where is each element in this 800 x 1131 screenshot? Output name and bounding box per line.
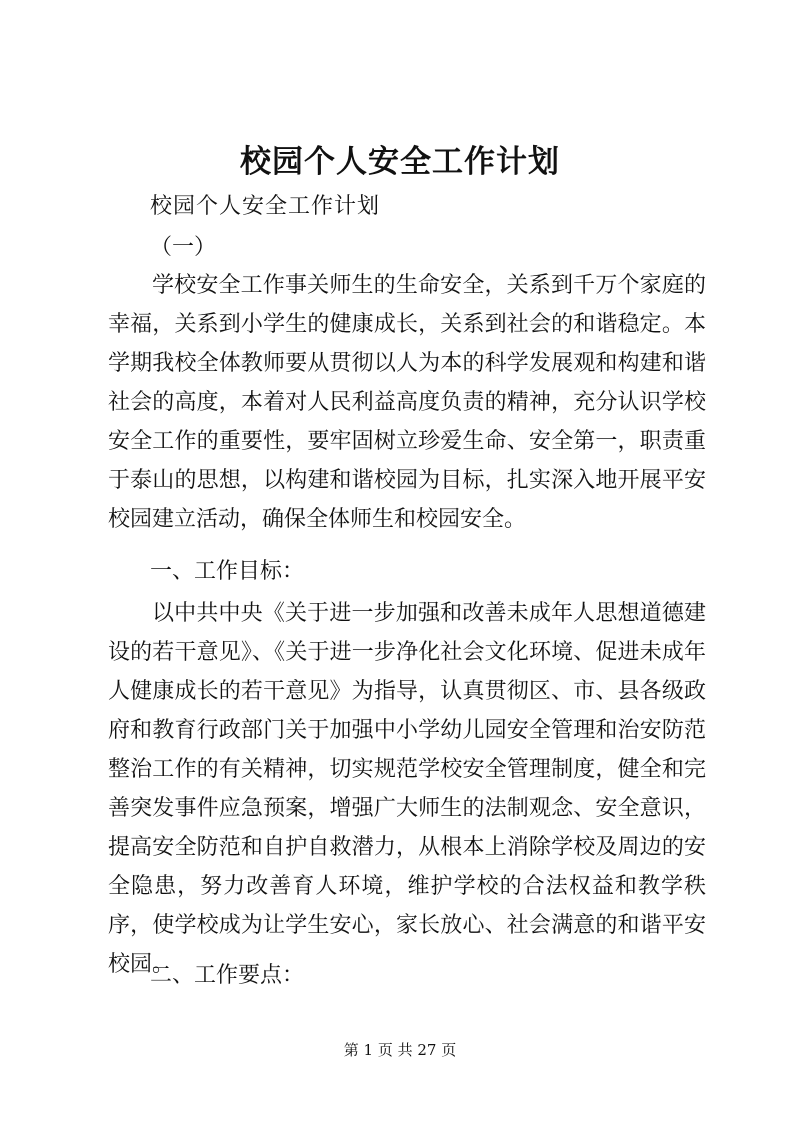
heading-work-points: 二、工作要点： bbox=[150, 963, 305, 988]
paragraph-work-goals: 以中共中央《关于进一步加强和改善未成年人思想道德建设的若干意见》、《关于进一步净化社会文化环境、促进未成年人健康成长的若干意见》为指导，认真贯彻区、市、县各级政府和教育行政部门关于加强中小学幼儿园安全管理和治安防范整治工作的有关精神，切实规范学校安全管理制度，健全和完善突发事件应急预案，增强广大师生的法制观念、安全意识，提高安全防范和自护自救潜力，从根本上消除学校及周边的安全隐患，努力改善育人环境，维护学校的合法权益和教学秩序，使学校成为让学生安心，家长放心、社会满意的和谐平安校园。 bbox=[108, 601, 706, 977]
page-indicator: 第 1 页 共 27 页 bbox=[343, 1041, 457, 1059]
section-number: （一） bbox=[150, 235, 217, 260]
document-subtitle: 校园个人安全工作计划 bbox=[150, 194, 381, 219]
heading-work-goals: 一、工作目标： bbox=[150, 559, 305, 584]
paragraph-intro: 学校安全工作事关师生的生命安全，关系到千万个家庭的幸福，关系到小学生的健康成长，关系到社会的和谐稳定。本学期我校全体教师要从贯彻以人为本的科学发展观和构建和谐社会的高度，本着对人民利益高度负责的精神，充分认识学校安全工作的重要性，要牢固树立珍爱生命、安全第一，职责重于泰山的思想，以构建和谐校园为目标，扎实深入地开展平安校园建立活动，确保全体师生和校园安全。 bbox=[108, 273, 706, 532]
document-title: 校园个人安全工作计划 bbox=[240, 144, 560, 180]
